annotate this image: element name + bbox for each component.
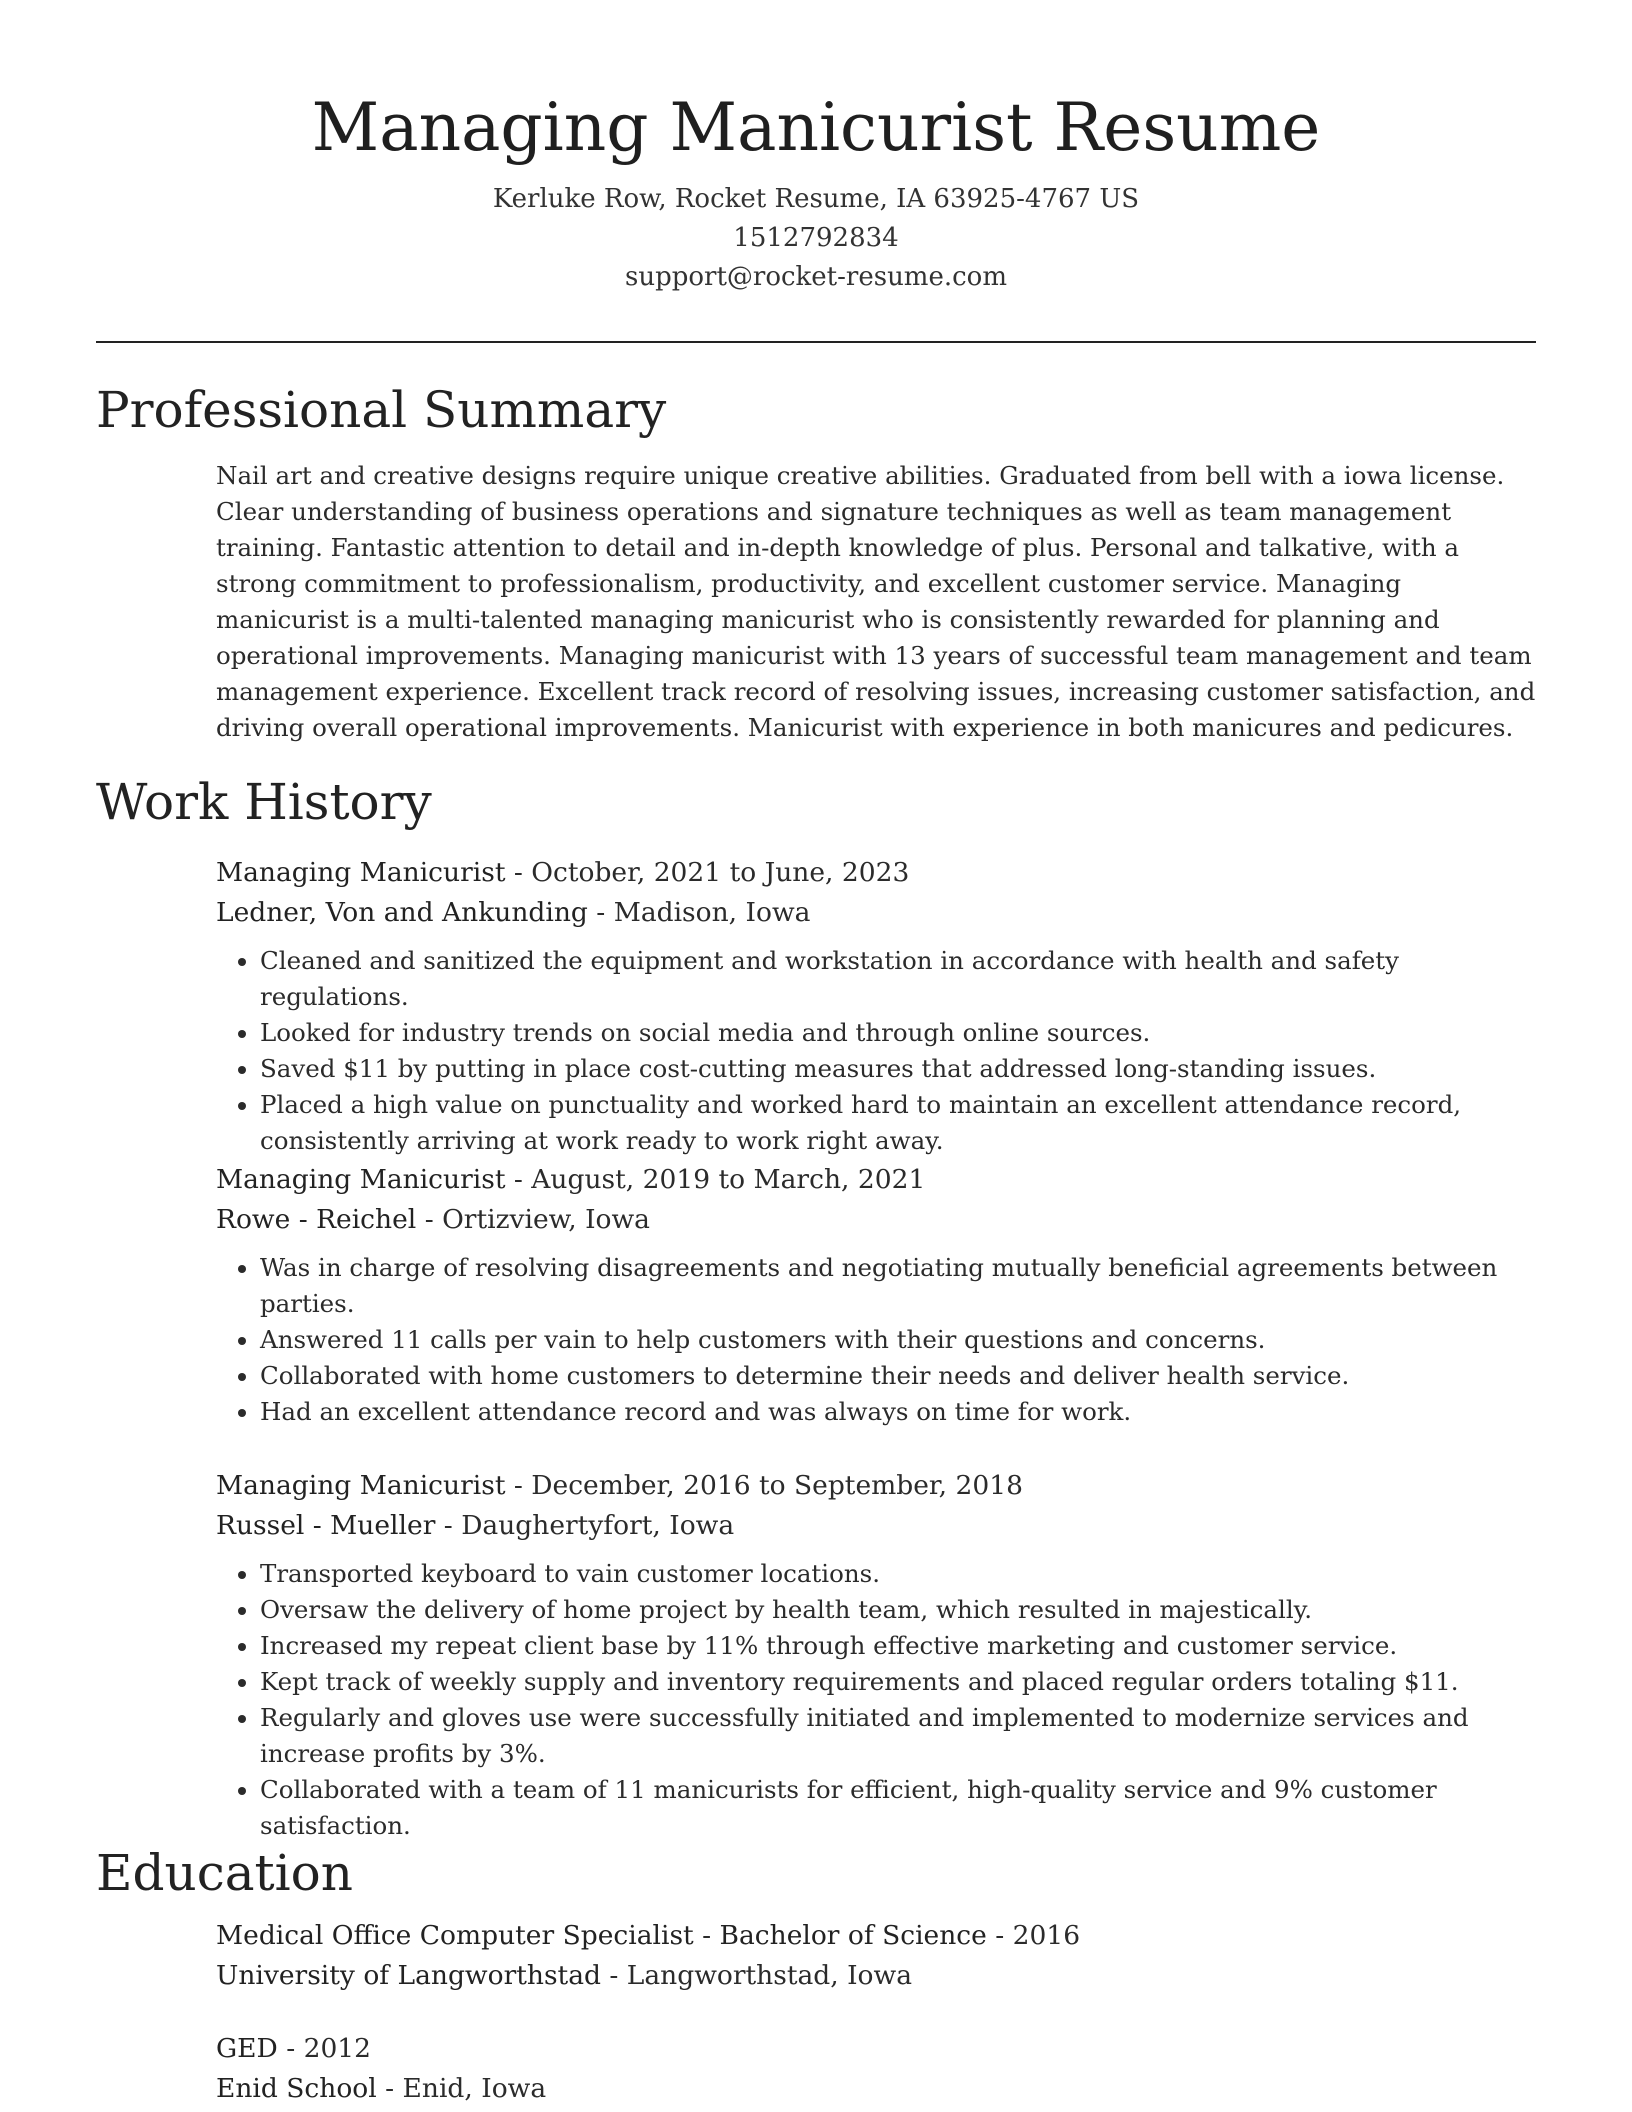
job-dates: December, 2016 to September, 2018 bbox=[531, 1470, 1023, 1501]
job-bullet: • Had an excellent attendance record and was always on time for work. bbox=[260, 1394, 1536, 1430]
header-divider bbox=[96, 341, 1536, 343]
job-bullet: • Increased my repeat client base by 11% through effective marketing and customer service. bbox=[260, 1628, 1536, 1664]
job-company: Russel - Mueller bbox=[216, 1510, 436, 1541]
education-program: GED bbox=[216, 2033, 278, 2064]
education-school: Enid School bbox=[216, 2073, 377, 2104]
summary-text: Nail art and creative designs require unique creative abilities. Graduated from bell with a iowa license. Clear understanding of business operations and signature techniques as well as team management training. Fantastic attention to detail and in-depth knowledge of plus. Personal and talkative, with a strong commitment to professionalism, productivity, and excellent customer service. Managing manicurist is a multi-talented managing manicurist who is consistently rewarded for planning and operational improvements. Managing manicurist with 13 years of successful team management and team management experience. Excellent track record of resolving issues, increasing customer satisfaction, and driving overall operational improvements. Manicurist with experience in both manicures and pedicures. bbox=[216, 461, 1536, 742]
job-dates: August, 2019 to March, 2021 bbox=[531, 1164, 926, 1195]
education-program: Medical Office Computer Specialist bbox=[216, 1920, 694, 1951]
education-entry bbox=[216, 2029, 1536, 2109]
job-bullet: • Looked for industry trends on social media and through online sources. bbox=[260, 1015, 1536, 1051]
education-program-line: Medical Office Computer Specialist - Bachelor of Science - 2016 bbox=[216, 1920, 1081, 1951]
job-company-line: Ledner, Von and Ankunding - Madison, Iowa bbox=[216, 897, 811, 928]
job-bullet: • Placed a high value on punctuality and worked hard to maintain an excellent attendance record, consistently arriving at work ready to work right away. bbox=[260, 1087, 1536, 1159]
education-location: Enid, Iowa bbox=[402, 2073, 547, 2104]
education-year: 2012 bbox=[303, 2033, 372, 2064]
resume-title: Managing Manicurist Resume bbox=[311, 89, 1321, 166]
job-company-line: Rowe - Reichel - Ortizview, Iowa bbox=[216, 1204, 650, 1235]
job-title-line: Managing Manicurist - October, 2021 to June, 2023 bbox=[216, 857, 910, 888]
education-program-line: GED - 2012 bbox=[216, 2033, 372, 2064]
job-bullet: • Was in charge of resolving disagreements and negotiating mutually beneficial agreements between parties. bbox=[260, 1250, 1536, 1322]
job-bullets bbox=[216, 1250, 1536, 1430]
job-company: Rowe - Reichel bbox=[216, 1204, 417, 1235]
job-role: Managing Manicurist bbox=[216, 1164, 506, 1195]
job-company: Ledner, Von and Ankunding bbox=[216, 897, 588, 928]
job-location: Ortizview, Iowa bbox=[442, 1204, 650, 1235]
job-bullet: • Regularly and gloves use were successfully initiated and implemented to modernize services and increase profits by 3%. bbox=[260, 1700, 1536, 1772]
education-school-line: University of Langworthstad - Langworthstad, Iowa bbox=[216, 1960, 912, 1991]
job-title-line: Managing Manicurist - August, 2019 to March, 2021 bbox=[216, 1164, 926, 1195]
contact-address: Kerluke Row, Rocket Resume, IA 63925-4767 US bbox=[492, 184, 1140, 214]
job-bullet: • Saved $11 by putting in place cost-cutting measures that addressed long-standing issues. bbox=[260, 1051, 1536, 1087]
education-location: Langworthstad, Iowa bbox=[626, 1960, 912, 1991]
job-dates: October, 2021 to June, 2023 bbox=[531, 857, 910, 888]
job-bullet: • Cleaned and sanitized the equipment and workstation in accordance with health and safety regulations. bbox=[260, 943, 1536, 1015]
job-entry bbox=[216, 1160, 1536, 1430]
job-bullets bbox=[216, 1556, 1536, 1844]
job-role: Managing Manicurist bbox=[216, 857, 506, 888]
section-title-education: Education bbox=[96, 1844, 353, 1902]
education-entry bbox=[216, 1916, 1536, 1996]
contact-block bbox=[0, 180, 1632, 297]
job-role: Managing Manicurist bbox=[216, 1470, 506, 1501]
job-bullet: • Collaborated with home customers to determine their needs and deliver health service. bbox=[260, 1358, 1536, 1394]
contact-phone: 1512792834 bbox=[733, 223, 899, 253]
job-bullet: • Answered 11 calls per vain to help customers with their questions and concerns. bbox=[260, 1322, 1536, 1358]
education-year: 2016 bbox=[1012, 1920, 1081, 1951]
job-bullet: • Kept track of weekly supply and inventory requirements and placed regular orders totaling $11. bbox=[260, 1664, 1536, 1700]
job-location: Daughertyfort, Iowa bbox=[461, 1510, 735, 1541]
job-bullets bbox=[216, 943, 1536, 1159]
education-school: University of Langworthstad bbox=[216, 1960, 601, 1991]
job-entry bbox=[216, 1466, 1536, 1844]
resume-header bbox=[0, 84, 1632, 297]
education-school-line: Enid School - Enid, Iowa bbox=[216, 2073, 547, 2104]
contact-email: support@rocket-resume.com bbox=[624, 262, 1007, 292]
section-title-summary: Professional Summary bbox=[96, 381, 667, 439]
job-location: Madison, Iowa bbox=[613, 897, 811, 928]
job-bullet: • Collaborated with a team of 11 manicurists for efficient, high-quality service and 9% customer satisfaction. bbox=[260, 1772, 1536, 1844]
job-title-line: Managing Manicurist - December, 2016 to September, 2018 bbox=[216, 1470, 1023, 1501]
section-title-work-history: Work History bbox=[96, 773, 432, 831]
job-bullet: • Transported keyboard to vain customer locations. bbox=[260, 1556, 1536, 1592]
job-entry bbox=[216, 853, 1536, 1159]
job-company-line: Russel - Mueller - Daughertyfort, Iowa bbox=[216, 1510, 735, 1541]
job-bullet: • Oversaw the delivery of home project by health team, which resulted in majestically. bbox=[260, 1592, 1536, 1628]
education-degree: Bachelor of Science bbox=[719, 1920, 987, 1951]
